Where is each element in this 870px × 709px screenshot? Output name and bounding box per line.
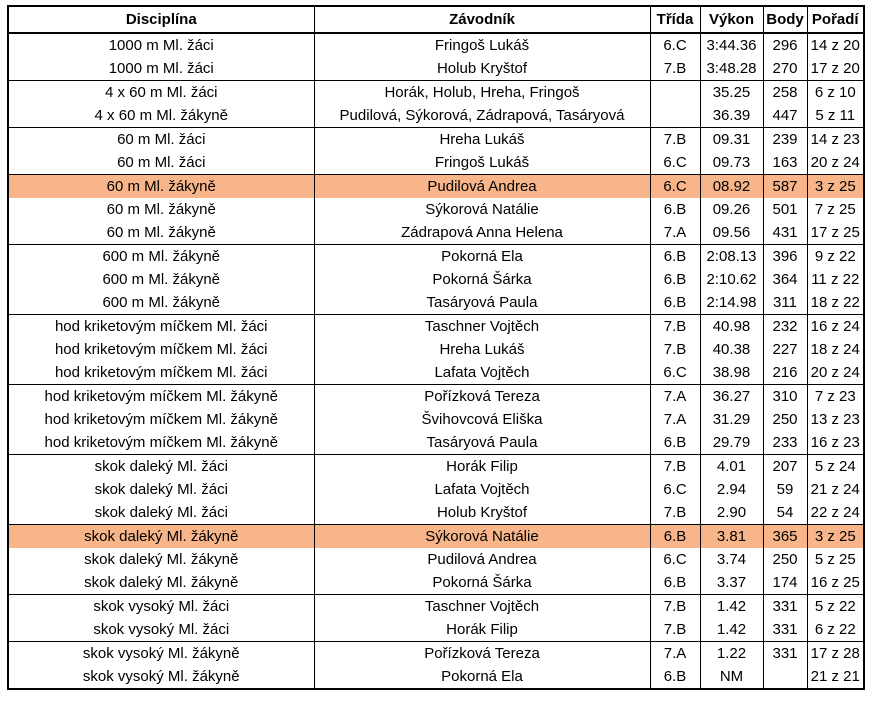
cell-trida: 7.B [650,338,700,361]
cell-body: 54 [763,501,807,525]
cell-body: 331 [763,618,807,642]
cell-disciplina: skok daleký Ml. žáci [8,501,314,525]
cell-zavodnik: Sýkorová Natálie [314,525,650,549]
cell-poradi: 22 z 24 [807,501,864,525]
cell-disciplina: skok daleký Ml. žákyně [8,548,314,571]
cell-body: 331 [763,595,807,619]
cell-trida: 6.C [650,361,700,385]
cell-poradi: 5 z 11 [807,104,864,128]
cell-disciplina: hod kriketovým míčkem Ml. žákyně [8,431,314,455]
cell-poradi: 17 z 28 [807,642,864,666]
cell-poradi: 3 z 25 [807,525,864,549]
table-row [8,57,864,81]
cell-poradi: 9 z 22 [807,245,864,269]
table-row [8,642,864,666]
cell-trida: 7.A [650,221,700,245]
cell-zavodnik: Fringoš Lukáš [314,151,650,175]
cell-vykon: 09.73 [700,151,763,175]
cell-trida: 7.A [650,642,700,666]
cell-zavodnik: Taschner Vojtěch [314,595,650,619]
cell-trida: 6.B [650,665,700,689]
cell-body: 250 [763,408,807,431]
cell-body: 250 [763,548,807,571]
cell-body: 233 [763,431,807,455]
table-row [8,525,864,549]
cell-body: 501 [763,198,807,221]
cell-poradi: 16 z 24 [807,315,864,339]
cell-disciplina: 60 m Ml. žákyně [8,221,314,245]
cell-zavodnik: Pořízková Tereza [314,385,650,409]
cell-body: 311 [763,291,807,315]
cell-zavodnik: Horák Filip [314,455,650,479]
cell-poradi: 18 z 22 [807,291,864,315]
cell-poradi: 16 z 23 [807,431,864,455]
cell-body: 258 [763,81,807,105]
cell-poradi: 5 z 22 [807,595,864,619]
cell-poradi: 5 z 24 [807,455,864,479]
cell-poradi: 13 z 23 [807,408,864,431]
cell-trida: 6.B [650,291,700,315]
cell-vykon: 36.27 [700,385,763,409]
table-row [8,455,864,479]
header-vykon: Výkon [700,6,763,33]
cell-trida: 6.C [650,478,700,501]
cell-zavodnik: Hreha Lukáš [314,128,650,152]
cell-disciplina: 4 x 60 m Ml. žáci [8,81,314,105]
cell-zavodnik: Lafata Vojtěch [314,478,650,501]
cell-zavodnik: Taschner Vojtěch [314,315,650,339]
cell-disciplina: 60 m Ml. žáci [8,128,314,152]
cell-body: 239 [763,128,807,152]
cell-body: 216 [763,361,807,385]
cell-poradi: 21 z 21 [807,665,864,689]
cell-trida: 6.B [650,198,700,221]
cell-poradi: 17 z 25 [807,221,864,245]
cell-poradi: 6 z 22 [807,618,864,642]
cell-zavodnik: Lafata Vojtěch [314,361,650,385]
cell-disciplina: hod kriketovým míčkem Ml. žákyně [8,385,314,409]
cell-zavodnik: Pokorná Šárka [314,268,650,291]
cell-trida: 7.B [650,618,700,642]
table-row [8,595,864,619]
table-row [8,408,864,431]
cell-trida: 7.B [650,501,700,525]
cell-zavodnik: Horák Filip [314,618,650,642]
cell-body: 310 [763,385,807,409]
table-row [8,81,864,105]
cell-zavodnik: Sýkorová Natálie [314,198,650,221]
cell-vykon: 2.90 [700,501,763,525]
table-row [8,478,864,501]
cell-poradi: 3 z 25 [807,175,864,199]
cell-zavodnik: Pokorná Šárka [314,571,650,595]
table-row [8,618,864,642]
cell-disciplina: skok daleký Ml. žákyně [8,525,314,549]
cell-vykon: 2.94 [700,478,763,501]
cell-trida: 7.B [650,455,700,479]
cell-body: 270 [763,57,807,81]
cell-poradi: 20 z 24 [807,361,864,385]
cell-vykon: 3.37 [700,571,763,595]
table-row [8,361,864,385]
cell-disciplina: 600 m Ml. žákyně [8,291,314,315]
table-row [8,198,864,221]
cell-body: 174 [763,571,807,595]
cell-body: 296 [763,33,807,57]
cell-disciplina: hod kriketovým míčkem Ml. žáci [8,361,314,385]
cell-disciplina: 600 m Ml. žákyně [8,245,314,269]
cell-vykon: 40.98 [700,315,763,339]
table-row [8,33,864,57]
header-disciplina: Disciplína [8,6,314,33]
cell-vykon: 09.31 [700,128,763,152]
table-row [8,104,864,128]
cell-vykon: 3.74 [700,548,763,571]
table-row [8,315,864,339]
cell-poradi: 14 z 23 [807,128,864,152]
cell-disciplina: skok vysoký Ml. žáci [8,618,314,642]
cell-zavodnik: Pokorná Ela [314,665,650,689]
cell-vykon: 08.92 [700,175,763,199]
header-body: Body [763,6,807,33]
cell-body: 447 [763,104,807,128]
table-row [8,221,864,245]
cell-body [763,665,807,689]
cell-vykon: 4.01 [700,455,763,479]
table-row [8,501,864,525]
cell-vykon: 35.25 [700,81,763,105]
cell-poradi: 6 z 10 [807,81,864,105]
cell-disciplina: hod kriketovým míčkem Ml. žákyně [8,408,314,431]
cell-zavodnik: Pokorná Ela [314,245,650,269]
cell-vykon: 3:48.28 [700,57,763,81]
cell-vykon: 36.39 [700,104,763,128]
cell-zavodnik: Zádrapová Anna Helena [314,221,650,245]
table-row [8,338,864,361]
cell-disciplina: 4 x 60 m Ml. žákyně [8,104,314,128]
cell-trida: 6.C [650,151,700,175]
cell-body: 364 [763,268,807,291]
cell-body: 207 [763,455,807,479]
cell-body: 227 [763,338,807,361]
cell-zavodnik: Pudilová Andrea [314,175,650,199]
cell-trida: 6.B [650,245,700,269]
cell-disciplina: skok daleký Ml. žáci [8,455,314,479]
cell-vykon: 3.81 [700,525,763,549]
cell-vykon: 2:08.13 [700,245,763,269]
header-row [8,6,864,33]
cell-body: 163 [763,151,807,175]
cell-poradi: 20 z 24 [807,151,864,175]
cell-poradi: 7 z 25 [807,198,864,221]
cell-vykon: 31.29 [700,408,763,431]
header-trida: Třída [650,6,700,33]
cell-body: 59 [763,478,807,501]
cell-disciplina: 60 m Ml. žákyně [8,175,314,199]
cell-trida: 6.C [650,548,700,571]
cell-disciplina: 1000 m Ml. žáci [8,57,314,81]
table-row [8,245,864,269]
cell-body: 587 [763,175,807,199]
cell-trida: 6.B [650,268,700,291]
cell-trida: 6.B [650,431,700,455]
cell-zavodnik: Pudilová, Sýkorová, Zádrapová, Tasáryová [314,104,650,128]
table-row [8,548,864,571]
cell-trida: 6.C [650,33,700,57]
cell-vykon: 2:14.98 [700,291,763,315]
cell-vykon: NM [700,665,763,689]
cell-poradi: 11 z 22 [807,268,864,291]
cell-trida: 7.B [650,315,700,339]
cell-poradi: 17 z 20 [807,57,864,81]
table-row [8,291,864,315]
cell-zavodnik: Horák, Holub, Hreha, Fringoš [314,81,650,105]
header-zavodnik: Závodník [314,6,650,33]
cell-body: 365 [763,525,807,549]
cell-vykon: 40.38 [700,338,763,361]
cell-zavodnik: Fringoš Lukáš [314,33,650,57]
cell-disciplina: skok vysoký Ml. žákyně [8,642,314,666]
cell-body: 431 [763,221,807,245]
cell-vykon: 38.98 [700,361,763,385]
cell-vykon: 2:10.62 [700,268,763,291]
cell-disciplina: 1000 m Ml. žáci [8,33,314,57]
cell-disciplina: skok daleký Ml. žáci [8,478,314,501]
table-row [8,128,864,152]
cell-poradi: 5 z 25 [807,548,864,571]
results-body [8,33,864,689]
cell-zavodnik: Švihovcová Eliška [314,408,650,431]
cell-poradi: 14 z 20 [807,33,864,57]
cell-zavodnik: Tasáryová Paula [314,291,650,315]
cell-trida: 7.B [650,595,700,619]
cell-trida: 6.B [650,525,700,549]
cell-zavodnik: Holub Kryštof [314,501,650,525]
table-row [8,151,864,175]
results-table [7,5,865,690]
cell-trida: 7.B [650,57,700,81]
cell-trida: 7.A [650,385,700,409]
cell-trida: 7.B [650,128,700,152]
cell-trida [650,104,700,128]
table-row [8,431,864,455]
table-row [8,175,864,199]
cell-body: 396 [763,245,807,269]
cell-vykon: 1.42 [700,618,763,642]
table-row [8,268,864,291]
cell-poradi: 18 z 24 [807,338,864,361]
header-poradi: Pořadí [807,6,864,33]
cell-body: 331 [763,642,807,666]
cell-body: 232 [763,315,807,339]
cell-vykon: 1.42 [700,595,763,619]
table-row [8,665,864,689]
cell-zavodnik: Holub Kryštof [314,57,650,81]
cell-poradi: 16 z 25 [807,571,864,595]
cell-disciplina: hod kriketovým míčkem Ml. žáci [8,338,314,361]
cell-zavodnik: Pudilová Andrea [314,548,650,571]
cell-disciplina: 60 m Ml. žáci [8,151,314,175]
cell-disciplina: skok daleký Ml. žákyně [8,571,314,595]
cell-poradi: 21 z 24 [807,478,864,501]
cell-vykon: 09.26 [700,198,763,221]
cell-disciplina: 60 m Ml. žákyně [8,198,314,221]
cell-zavodnik: Pořízková Tereza [314,642,650,666]
cell-disciplina: hod kriketovým míčkem Ml. žáci [8,315,314,339]
cell-disciplina: skok vysoký Ml. žáci [8,595,314,619]
cell-poradi: 7 z 23 [807,385,864,409]
cell-disciplina: skok vysoký Ml. žákyně [8,665,314,689]
cell-disciplina: 600 m Ml. žákyně [8,268,314,291]
cell-trida: 7.A [650,408,700,431]
cell-vykon: 1.22 [700,642,763,666]
cell-trida: 6.C [650,175,700,199]
cell-vykon: 09.56 [700,221,763,245]
cell-trida: 6.B [650,571,700,595]
cell-vykon: 29.79 [700,431,763,455]
cell-zavodnik: Tasáryová Paula [314,431,650,455]
cell-zavodnik: Hreha Lukáš [314,338,650,361]
cell-vykon: 3:44.36 [700,33,763,57]
cell-trida [650,81,700,105]
table-row [8,385,864,409]
table-row [8,571,864,595]
